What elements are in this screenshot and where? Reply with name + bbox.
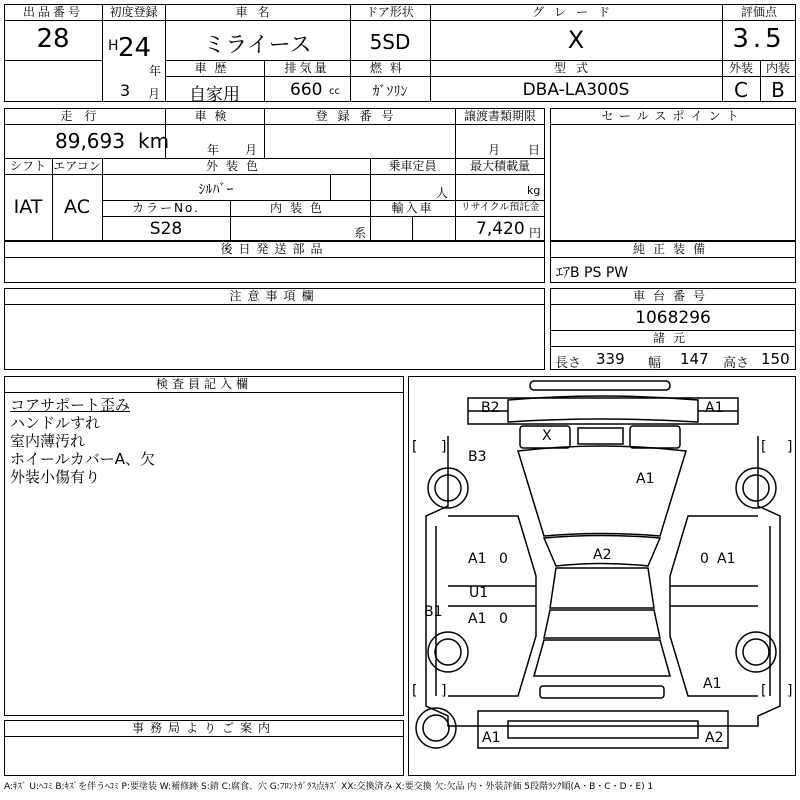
- int-color-label: 内装色: [269, 201, 330, 215]
- ext-grade: C: [734, 78, 748, 102]
- damage-mark-a1-hood: A1: [636, 471, 655, 487]
- ac: AC: [64, 196, 90, 218]
- bracket: ]: [787, 683, 793, 699]
- recycle-unit: 円: [529, 226, 542, 240]
- model-code: DBA-LA300S: [522, 80, 630, 100]
- notes-label: 注意事項欄: [229, 289, 320, 303]
- damage-mark-a2-bumper-right: A2: [705, 730, 724, 746]
- width: 147: [680, 350, 709, 368]
- mileage-unit: km: [138, 129, 170, 153]
- fuel-label: 燃料: [369, 61, 410, 75]
- height-label: 高さ: [723, 356, 750, 371]
- sales-points-label: セールスポイント: [601, 109, 745, 123]
- bracket: ]: [441, 683, 447, 699]
- mileage-label: 走行: [60, 109, 109, 123]
- transfer-doc-label: 譲渡書類期限: [463, 109, 536, 123]
- damage-mark-x-glass: X: [542, 428, 552, 444]
- width-label: 幅: [648, 356, 662, 371]
- chassis-no: 1068296: [635, 308, 711, 328]
- damage-mark-a1-left-rear-door: A1: [468, 611, 487, 627]
- damage-mark-zero-left: 0: [499, 551, 508, 567]
- ext-color: ｼﾙﾊﾞｰ: [198, 182, 234, 198]
- bracket: [: [412, 683, 418, 699]
- first-reg-label: 初度登録: [109, 5, 158, 19]
- office-label: 事務局よりご案内: [131, 721, 276, 735]
- damage-mark-u1: U1: [469, 585, 489, 601]
- history-label: 車歴: [194, 61, 235, 75]
- damage-mark-zero-left-rear: 0: [499, 611, 508, 627]
- lot-no-label: 出品番号: [22, 5, 83, 19]
- dims-label: 諸元: [652, 331, 693, 345]
- ext-grade-label: 外装: [728, 61, 753, 75]
- door-type: 5SD: [369, 30, 411, 54]
- bracket: ]: [787, 439, 793, 455]
- reg-month-unit: 月: [148, 87, 161, 101]
- damage-mark-zero-right: 0: [700, 551, 709, 567]
- score-label: 評価点: [740, 5, 777, 19]
- color-no: S28: [149, 219, 183, 239]
- car-name-label: 車名: [235, 5, 280, 19]
- displacement: 660: [290, 80, 323, 100]
- height: 150: [761, 350, 790, 368]
- inspector-label: 検査員記入欄: [155, 377, 252, 391]
- displacement-unit: cc: [329, 86, 340, 97]
- bracket: ]: [441, 439, 447, 455]
- damage-mark-a1-left-door: A1: [468, 551, 487, 567]
- ext-color-label: 外装色: [205, 159, 266, 173]
- transfer-month-unit: 月: [488, 143, 501, 157]
- damage-mark-a1-bumper-left: A1: [482, 730, 501, 746]
- length-label: 長さ: [555, 356, 582, 371]
- bracket: [: [761, 439, 767, 455]
- recycle: 7,420: [476, 219, 525, 239]
- inspector-note: コアサポート歪み: [10, 396, 131, 414]
- damage-mark-b3: B3: [468, 449, 487, 465]
- equipment: ｴｱB PS PW: [556, 265, 629, 281]
- shift: IAT: [13, 196, 43, 218]
- grade: X: [567, 26, 585, 54]
- grade-label: グレード: [531, 5, 620, 19]
- damage-mark-b1: B1: [424, 604, 443, 620]
- capacity-unit: 人: [436, 186, 449, 200]
- damage-mark-b2: B2: [481, 400, 500, 416]
- sales-points-section: [550, 108, 796, 241]
- int-color-unit: 系: [354, 226, 367, 240]
- inspector-note: ホイールカバーA、欠: [10, 450, 155, 468]
- damage-mark-a1-right-door: A1: [717, 551, 736, 567]
- transfer-day-unit: 日: [528, 143, 541, 157]
- fuel: ｶﾞｿﾘﾝ: [372, 84, 408, 100]
- damage-mark-a1-rear-right: A1: [703, 676, 722, 692]
- inspection-label: 車検: [194, 109, 235, 123]
- model-code-label: 型式: [553, 61, 598, 75]
- mileage: 89,693: [55, 129, 125, 153]
- shift-label: シフト: [9, 159, 46, 173]
- max-load-label: 最大積載量: [469, 159, 530, 173]
- score: 3.5: [732, 24, 786, 54]
- int-grade: B: [771, 78, 785, 102]
- lot-no: 28: [36, 24, 70, 54]
- inspector-note: ハンドルすれ: [10, 414, 101, 432]
- length: 339: [596, 350, 625, 368]
- damage-legend: A:ｷｽﾞ U:ﾍｺﾐ B:ｷｽﾞを伴うﾍｺﾐ P:要塗装 W:補修跡 S:錆 C:腐食、穴 G:ﾌﾛﾝﾄｶﾞﾗｽ点ｷｽﾞ XX:交換済み X:要交換 欠:欠品 内・外装評価 5段階ﾗﾝｸ順(A・B・C・D・E) 1: [4, 782, 654, 792]
- import-label: 輸入車: [391, 201, 434, 215]
- displacement-label: 排気量: [284, 61, 330, 75]
- bracket: [: [412, 439, 418, 455]
- bracket: [: [761, 683, 767, 699]
- reg-era: H: [108, 38, 119, 54]
- door-label: ドア形状: [366, 5, 414, 19]
- inspector-note: 外装小傷有り: [10, 468, 101, 486]
- damage-mark-a1-front-right: A1: [705, 400, 724, 416]
- ac-label: エアコン: [53, 159, 101, 173]
- int-grade-label: 内装: [765, 61, 790, 75]
- reg-month: 3: [120, 81, 131, 100]
- equipment-label: 純正装備: [632, 242, 713, 256]
- later-parts-label: 後日発送部品: [220, 242, 329, 256]
- reg-year-unit: 年: [149, 64, 162, 78]
- reg-no-label: 登録番号: [315, 109, 404, 123]
- car-name: ミライース: [203, 33, 312, 58]
- capacity-label: 乗車定員: [388, 159, 437, 173]
- history: 自家用: [189, 85, 240, 105]
- color-no-label: カラーNo.: [132, 201, 200, 215]
- max-load-unit: kg: [527, 184, 541, 197]
- inspection-year-unit: 年: [207, 143, 220, 157]
- damage-mark-a2-roof: A2: [593, 547, 612, 563]
- chassis-label: 車台番号: [632, 289, 713, 303]
- inspection-month-unit: 月: [245, 143, 258, 157]
- reg-year: 24: [118, 33, 152, 63]
- inspector-note: 室内薄汚れ: [10, 432, 86, 450]
- car-diagram-svg: [408, 376, 796, 776]
- recycle-label: リサイクル預託金: [460, 202, 540, 213]
